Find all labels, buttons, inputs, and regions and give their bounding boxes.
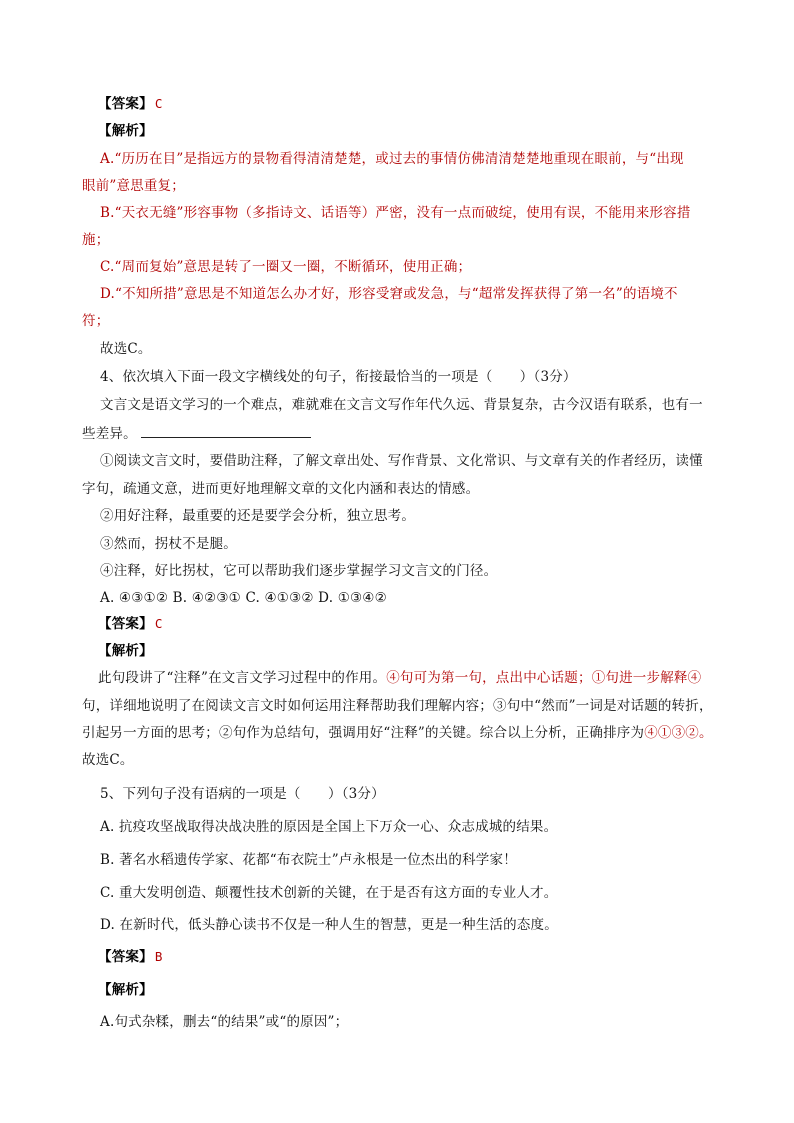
q3-analysis-c-line1: C.“周而复始”意思是转了一圈又一圈，不断循环，使用正确；: [100, 259, 472, 275]
q3-conclusion: 故选C。: [100, 341, 152, 357]
q5-title: 5、下列句子没有语病的一项是（ ）（3分）: [100, 786, 385, 802]
analysis-label: 【解析】: [98, 123, 153, 139]
analysis-label: 【解析】: [98, 643, 153, 659]
q4-sentence-1-line2: 字句，疏通文意，进而更好地理解文章的文化内涵和表达的情感。: [82, 481, 480, 497]
q5-answer-line: [98, 947, 163, 967]
q3-analysis-a-line1: A.“历历在目”是指远方的景物看得清清楚楚，或过去的事情仿佛清清楚楚地重现在眼前，与“出现: [100, 151, 684, 167]
answer-value: B: [154, 949, 163, 964]
q4-sentence-3: ③然而，拐杖不是腿。: [100, 536, 237, 552]
answer-value: C: [154, 96, 163, 111]
q5-analysis-a: A.句式杂糅，删去“的结果”或“的原因”；: [100, 1014, 349, 1030]
q5-option-b: B. 著名水稻遗传学家、花都“布衣院士”卢永根是一位杰出的科学家！: [100, 852, 517, 868]
q3-analysis-d-line2: 符；: [82, 313, 110, 329]
q4-analysis-line2: 句，详细地说明了在阅读文言文时如何运用注释帮助我们理解内容；③句中“然而”一词是对话题的转折，: [82, 698, 713, 714]
q3-analysis-b-line1: B.“天衣无缝”形容事物（多指诗文、话语等）严密，没有一点而破绽，使用有误，不能用来形容措: [100, 205, 691, 221]
q3-analysis-d-line1: D.“不知所措”意思是不知道怎么办才好，形容受窘或发急，与“超常发挥获得了第一名”的语境不: [100, 286, 678, 302]
answer-label: 【答案】: [98, 949, 153, 965]
answer-label: 【答案】: [98, 616, 153, 632]
q4-sentence-2: ②用好注释，最重要的还是要学会分析，独立思考。: [100, 508, 416, 524]
q3-analysis-b-line2: 施；: [82, 232, 110, 248]
q4-analysis-line1: [98, 668, 701, 688]
q3-answer-line: [98, 94, 163, 114]
q4-options: A. ④③①② B. ④②③① C. ④①③② D. ①③④②: [100, 590, 387, 606]
answer-value: C: [154, 616, 163, 631]
q4-analysis-line1-b: ④句可为第一句，点出中心话题；①句进一步解释④: [386, 670, 702, 686]
answer-label: 【答案】: [98, 96, 153, 112]
q4-passage-line2-text: 些差异。: [82, 426, 137, 442]
analysis-label: 【解析】: [98, 982, 153, 998]
q4-sentence-4: ④注释，好比拐杖，它可以帮助我们逐步掌握学习文言文的门径。: [100, 563, 498, 579]
q4-passage-line2: [82, 423, 311, 444]
q5-option-c: C. 重大发明创造、颠覆性技术创新的关键，在于是否有这方面的专业人才。: [100, 885, 558, 901]
q4-analysis-line3-b: ④①③②。: [644, 725, 713, 741]
q5-option-a: A. 抗疫攻坚战取得决战决胜的原因是全国上下万众一心、众志成城的结果。: [100, 819, 558, 835]
q4-analysis-line4: 故选C。: [82, 752, 134, 768]
q3-analysis-a-line2: 眼前”意思重复；: [82, 178, 186, 194]
q4-analysis-line3: [82, 723, 713, 743]
q4-analysis-line1-a: 此句段讲了“注释”在文言文学习过程中的作用。: [98, 670, 387, 686]
q5-option-d: D. 在新时代，低头静心读书不仅是一种人生的智慧，更是一种生活的态度。: [100, 917, 558, 933]
q4-sentence-1-line1: ①阅读文言文时，要借助注释，了解文章出处、写作背景、文化常识、与文章有关的作者经历，读懂: [100, 453, 703, 469]
q4-passage-line1: 文言文是语文学习的一个难点，难就难在文言文写作年代久远、背景复杂，古今汉语有联系，也有一: [100, 397, 703, 413]
q4-answer-line: [98, 614, 163, 634]
q4-title: 4、依次填入下面一段文字横线处的句子，衔接最恰当的一项是（ ）（3分）: [100, 369, 577, 385]
q4-analysis-line3-a: 引起另一方面的思考；②句作为总结句，强调用好“注释”的关键。综合以上分析，正确排序为: [82, 725, 645, 741]
fill-blank-line: [141, 423, 311, 438]
